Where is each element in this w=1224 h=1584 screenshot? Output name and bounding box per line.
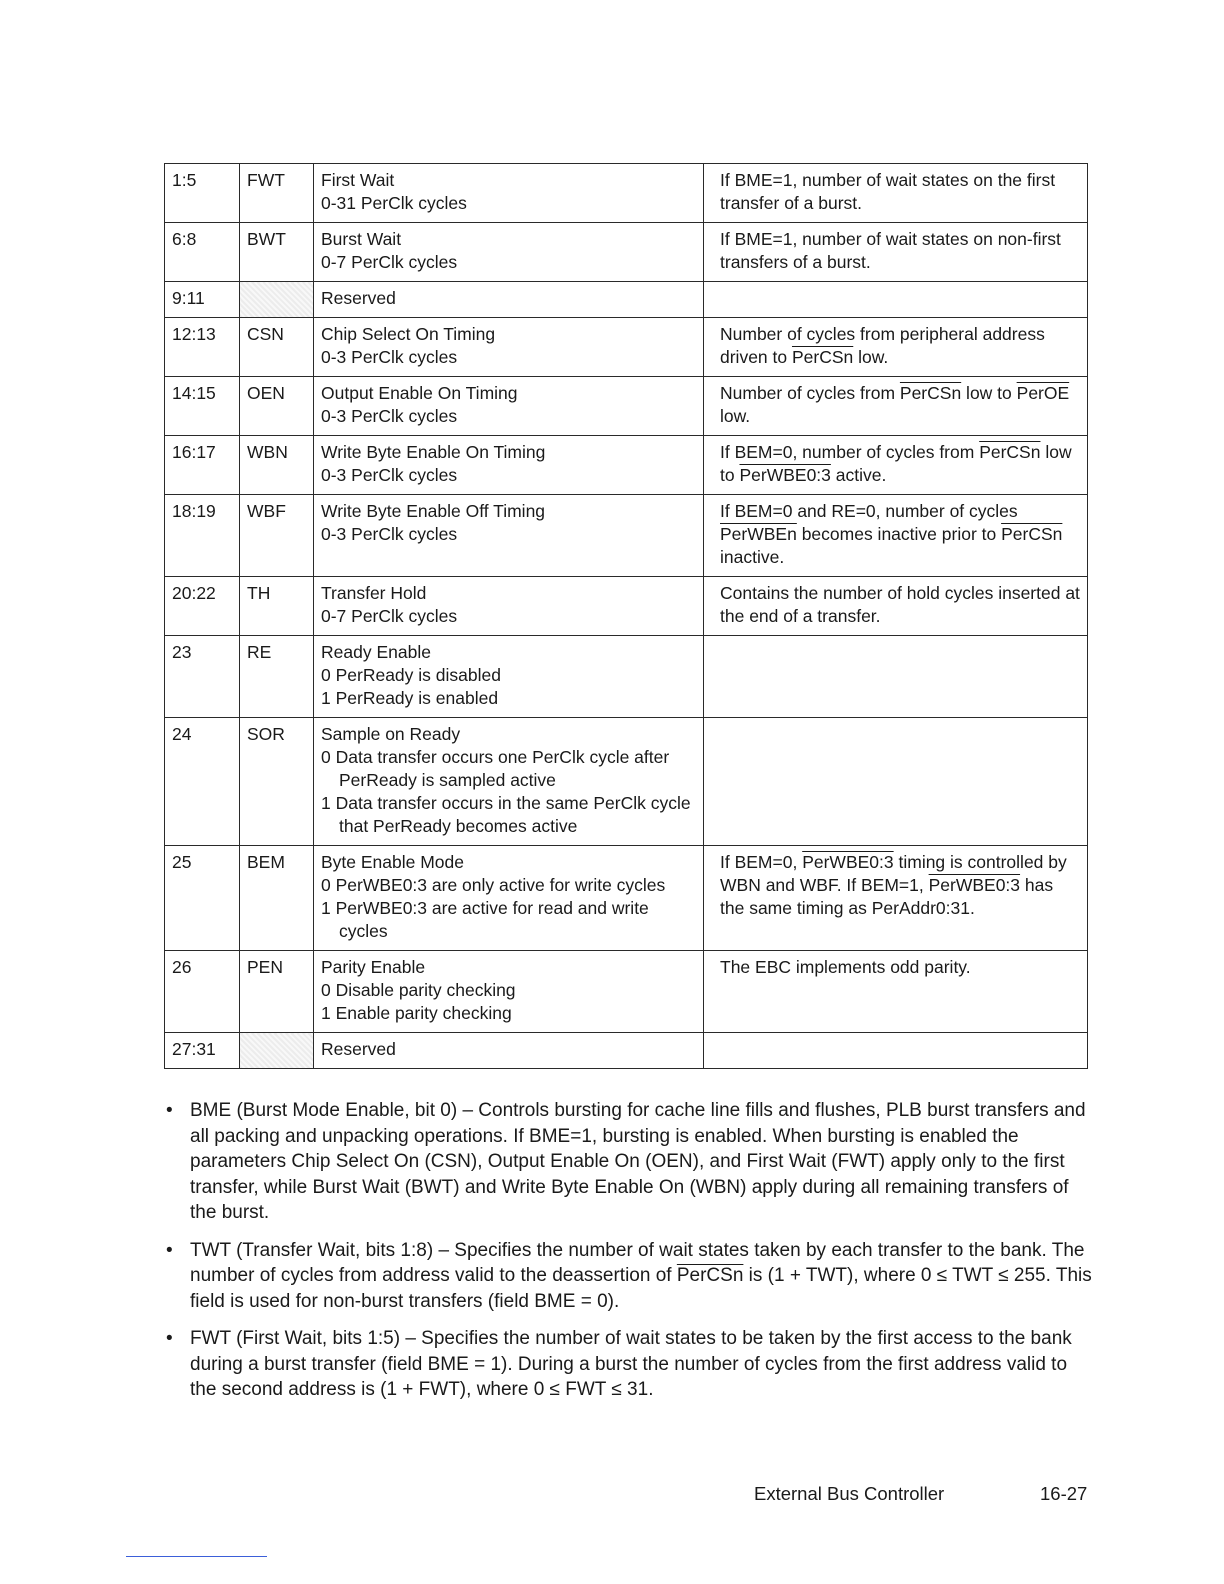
field-name-cell: CSN — [240, 318, 314, 377]
signal-name: PerWBEn — [720, 524, 797, 544]
bullet-dot: • — [166, 1239, 173, 1261]
description-text: inactive. — [720, 547, 785, 567]
function-line: 1 PerWBE0:3 are active for read and write cycles — [321, 898, 649, 941]
field-name-cell: PEN — [240, 951, 314, 1033]
description-text: low. — [720, 406, 751, 426]
function-line: Write Byte Enable Off Timing — [321, 501, 546, 521]
description-cell — [704, 164, 1088, 223]
table-row — [165, 164, 1088, 223]
function-line: Ready Enable — [321, 642, 431, 662]
bullet-text: is (1 + TWT), where 0 ≤ TWT ≤ 255. This field is used for non-burst transfers (field BME = 0). — [190, 1265, 1092, 1312]
field-name-cell — [240, 282, 314, 318]
bits-cell: 23 — [165, 636, 240, 718]
bottom-rule — [126, 1556, 267, 1557]
table-row — [165, 495, 1088, 577]
function-cell — [314, 164, 704, 223]
description-cell — [704, 951, 1088, 1033]
function-line: 1 Enable parity checking — [321, 1003, 512, 1023]
bits-cell: 9:11 — [165, 282, 240, 318]
function-cell — [314, 495, 704, 577]
bits-cell: 1:5 — [165, 164, 240, 223]
description-cell — [704, 577, 1088, 636]
table-row — [165, 636, 1088, 718]
function-line: 1 Data transfer occurs in the same PerClk cycle that PerReady becomes active — [321, 793, 691, 836]
description-text: If BEM=0 and RE=0, number of cycles — [720, 501, 1018, 521]
field-name-cell: BWT — [240, 223, 314, 282]
table-row — [165, 436, 1088, 495]
register-field-table — [164, 163, 1088, 1069]
description-text: becomes inactive prior to — [796, 524, 1002, 544]
function-line: Sample on Ready — [321, 724, 461, 744]
function-cell — [314, 636, 704, 718]
description-cell — [704, 223, 1088, 282]
bits-cell: 26 — [165, 951, 240, 1033]
function-line: 1 PerReady is enabled — [321, 688, 499, 708]
description-text: If BME=1, number of wait states on the first transfer of a burst. — [720, 170, 1056, 213]
bits-cell: 6:8 — [165, 223, 240, 282]
function-cell — [314, 718, 704, 846]
function-line: 0-7 PerClk cycles — [321, 606, 458, 626]
function-line: Parity Enable — [321, 957, 426, 977]
bullet-text: TWT (Transfer Wait, bits 1:8) – Specifies the number of wait states taken by each transfer to the bank. The number of cycles from address valid to the deassertion of — [190, 1239, 1085, 1286]
function-line: 0-31 PerClk cycles — [321, 193, 467, 213]
description-text: Number of cycles from peripheral address driven to — [720, 324, 1045, 367]
table-row — [165, 718, 1088, 846]
signal-name: PerWBE0:3 — [928, 875, 1021, 895]
function-cell — [314, 1033, 704, 1069]
table-row — [165, 1033, 1088, 1069]
signal-name: PerCSn — [899, 383, 962, 403]
function-line: Reserved — [321, 1039, 396, 1059]
function-line: 0-7 PerClk cycles — [321, 252, 458, 272]
field-name-cell — [240, 1033, 314, 1069]
signal-name: PerWBE0:3 — [802, 852, 894, 872]
description-cell — [704, 718, 1088, 846]
bits-cell: 16:17 — [165, 436, 240, 495]
signal-name: PerCSn — [1001, 524, 1063, 544]
field-name-cell: OEN — [240, 377, 314, 436]
description-cell — [704, 377, 1088, 436]
function-line: Output Enable On Timing — [321, 383, 518, 403]
description-text: timing is controlled by WBN and WBF. If BEM=1, — [720, 852, 1067, 895]
table-row — [165, 577, 1088, 636]
function-line: 0-3 PerClk cycles — [321, 347, 458, 367]
function-line: 0 Data transfer occurs one PerClk cycle after PerReady is sampled active — [321, 747, 670, 790]
function-cell — [314, 318, 704, 377]
description-text: low. — [853, 347, 889, 367]
footer-chapter-title: External Bus Controller — [754, 1483, 945, 1504]
function-cell — [314, 951, 704, 1033]
function-line: 0-3 PerClk cycles — [321, 465, 458, 485]
signal-name: PerCSn — [979, 442, 1041, 462]
field-name-cell: WBN — [240, 436, 314, 495]
function-line: 0-3 PerClk cycles — [321, 406, 458, 426]
description-text: If BEM=0, number of cycles from — [720, 442, 980, 462]
field-name-cell: SOR — [240, 718, 314, 846]
function-line: 0 PerWBE0:3 are only active for write cycles — [321, 875, 666, 895]
table-row — [165, 282, 1088, 318]
bits-cell: 18:19 — [165, 495, 240, 577]
bullet-dot: • — [166, 1100, 173, 1121]
description-text: The EBC implements odd parity. — [720, 957, 971, 977]
function-cell — [314, 436, 704, 495]
bullet-item — [166, 1238, 1092, 1315]
bits-cell: 14:15 — [165, 377, 240, 436]
bits-cell: 24 — [165, 718, 240, 846]
table-row — [165, 223, 1088, 282]
function-line: 0 Disable parity checking — [321, 980, 516, 1000]
bullet-text: BME (Burst Mode Enable, bit 0) – Controls bursting for cache line fills and flushes, PLB burst transfers and all packing and unpacking operations. If BME=1, bursting is enabled. When bursting is enabled the parameters Chip Select On (CSN), Output Enable On (OEN), and First Wait (FWT) apply only to the first transfer, while Burst Wait (BWT) and Write Byte Enable On (WBN) apply during all remaining transfers of the burst. — [190, 1100, 1086, 1223]
bullet-item — [166, 1326, 1092, 1403]
bullet-dot: • — [166, 1328, 173, 1349]
function-line: Write Byte Enable On Timing — [321, 442, 546, 462]
function-line: First Wait — [321, 170, 395, 190]
description-cell — [704, 846, 1088, 951]
bullet-item — [166, 1098, 1092, 1226]
table-row — [165, 846, 1088, 951]
description-text: If BEM=0, — [720, 852, 803, 872]
field-name-cell: RE — [240, 636, 314, 718]
function-line: Byte Enable Mode — [321, 852, 465, 872]
signal-name: PerCSn — [676, 1265, 744, 1286]
function-line: Transfer Hold — [321, 583, 427, 603]
function-line: Burst Wait — [321, 229, 402, 249]
function-cell — [314, 282, 704, 318]
bits-cell: 12:13 — [165, 318, 240, 377]
description-cell — [704, 636, 1088, 718]
description-cell — [704, 495, 1088, 577]
function-cell — [314, 846, 704, 951]
table-row — [165, 377, 1088, 436]
description-text: low to — [720, 442, 1072, 485]
description-text: low to — [961, 383, 1017, 403]
function-line: 0-3 PerClk cycles — [321, 524, 458, 544]
description-cell — [704, 282, 1088, 318]
field-name-cell: WBF — [240, 495, 314, 577]
field-name-cell: FWT — [240, 164, 314, 223]
bits-cell: 20:22 — [165, 577, 240, 636]
table-row — [165, 318, 1088, 377]
field-name-cell: TH — [240, 577, 314, 636]
signal-name: PerWBE0:3 — [739, 465, 831, 485]
function-cell — [314, 223, 704, 282]
description-text: Number of cycles from — [720, 383, 900, 403]
function-line: 0 PerReady is disabled — [321, 665, 501, 685]
function-line: Chip Select On Timing — [321, 324, 496, 344]
description-text: active. — [830, 465, 887, 485]
table-row — [165, 951, 1088, 1033]
field-name-cell: BEM — [240, 846, 314, 951]
description-cell — [704, 1033, 1088, 1069]
function-cell — [314, 577, 704, 636]
function-line: Reserved — [321, 288, 396, 308]
description-cell — [704, 318, 1088, 377]
footer-page-number: 16-27 — [1040, 1483, 1088, 1504]
bullet-list — [166, 1098, 1092, 1415]
signal-name: PerCSn — [791, 347, 854, 367]
bits-cell: 25 — [165, 846, 240, 951]
function-cell — [314, 377, 704, 436]
description-text: Contains the number of hold cycles inserted at the end of a transfer. — [720, 583, 1080, 626]
signal-name: PerOE — [1016, 383, 1070, 403]
description-text: has the same timing as PerAddr0:31. — [720, 875, 1054, 918]
bits-cell: 27:31 — [165, 1033, 240, 1069]
description-text: If BME=1, number of wait states on non-first transfers of a burst. — [720, 229, 1061, 272]
bullet-text: FWT (First Wait, bits 1:5) – Specifies the number of wait states to be taken by the first access to the bank during a burst transfer (field BME = 1). During a burst the number of cycles from the first address valid to the second address is (1 + FWT), where 0 ≤ FWT ≤ 31. — [190, 1328, 1072, 1400]
description-cell — [704, 436, 1088, 495]
